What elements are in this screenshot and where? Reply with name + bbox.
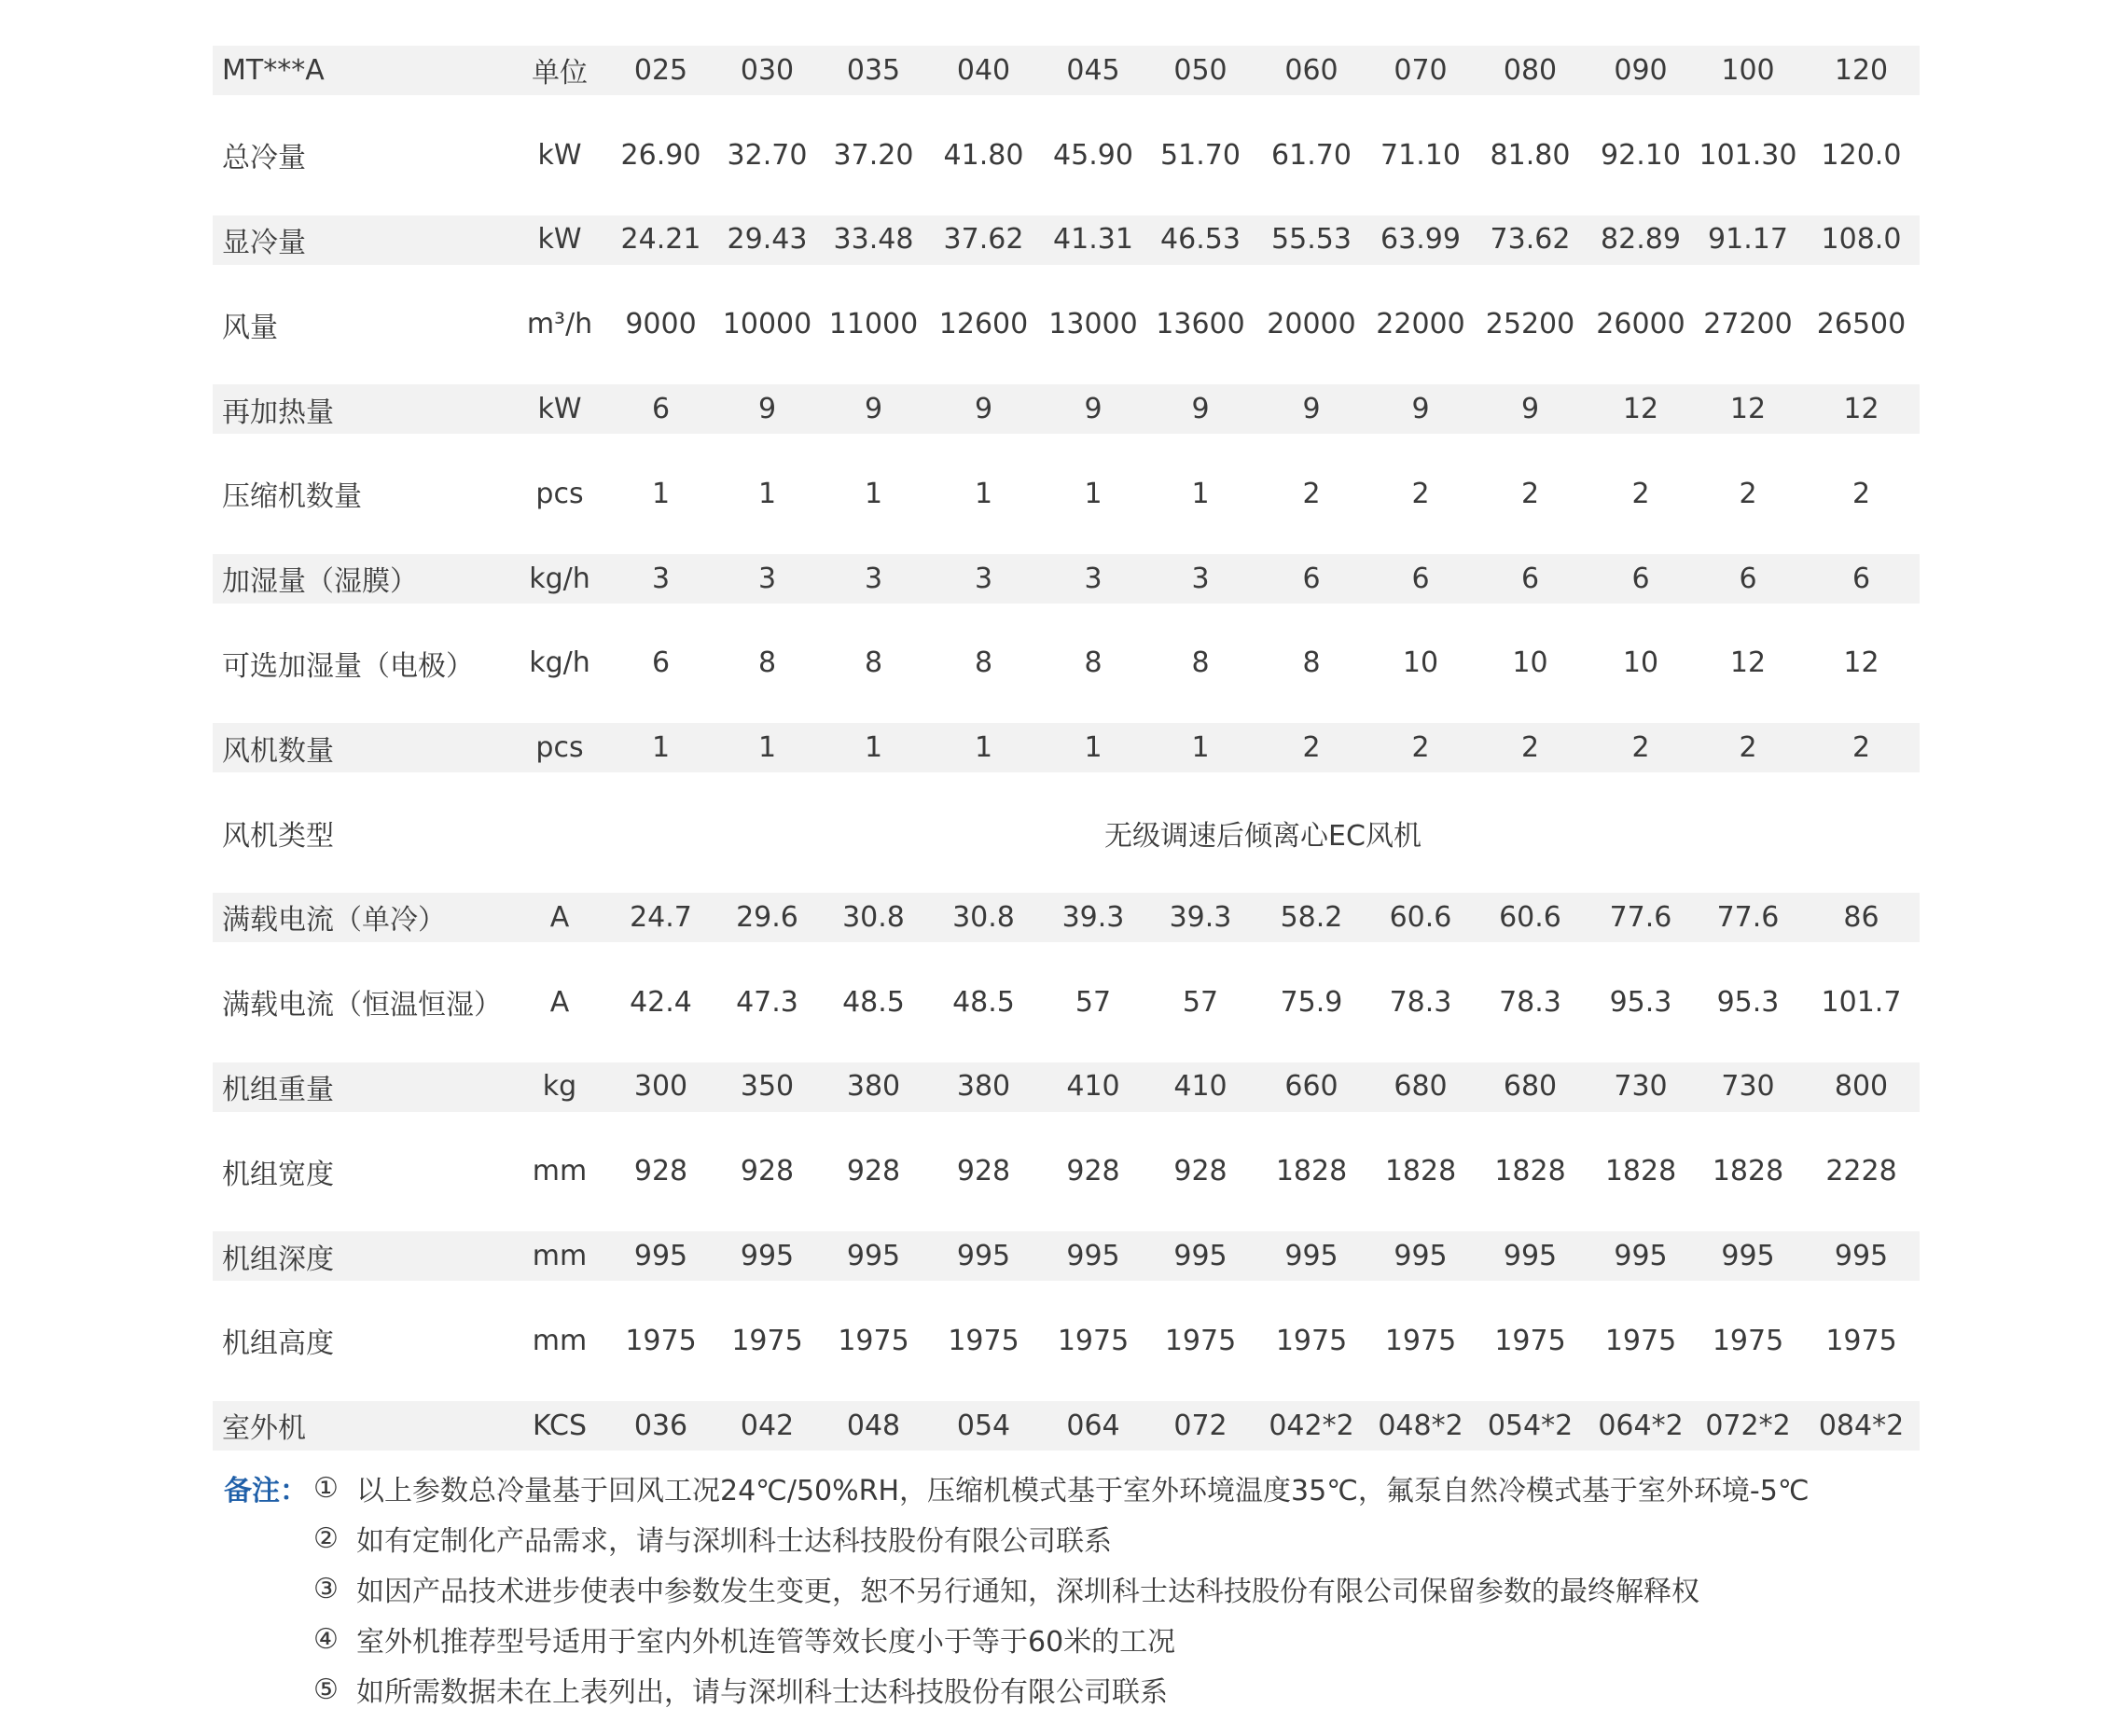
table-cell: 57 bbox=[1075, 985, 1112, 1019]
table-cell: 380 bbox=[819, 1045, 928, 1130]
table-cell: 42.4 bbox=[630, 985, 692, 1019]
row-label: 室外机 bbox=[213, 1383, 513, 1468]
table-cell: 1975 bbox=[1275, 1324, 1348, 1357]
table-cell: 3 bbox=[715, 536, 819, 621]
table-cell: 27200 bbox=[1703, 308, 1793, 341]
row-unit: mm bbox=[532, 1324, 588, 1357]
table-cell: 3 bbox=[819, 536, 928, 621]
table-cell: 8 bbox=[1302, 646, 1321, 680]
table-cell: 2 bbox=[1739, 477, 1757, 510]
row-label: 满载电流（恒温恒湿） bbox=[222, 989, 502, 1022]
table-cell: 084*2 bbox=[1803, 1383, 1920, 1468]
table-cell: 92.10 bbox=[1601, 138, 1681, 172]
note-text: 如有定制化产品需求，请与深圳科士达科技股份有限公司联系 bbox=[356, 1525, 1112, 1558]
table-cell: 1975 bbox=[948, 1324, 1019, 1357]
table-cell: 3 bbox=[1147, 536, 1254, 621]
table-cell: 39.3 bbox=[1147, 875, 1254, 960]
table-cell: 2 bbox=[1369, 705, 1472, 790]
table-cell: 10000 bbox=[722, 308, 812, 341]
note-text: 室外机推荐型号适用于室内外机连管等效长度小于等于60米的工况 bbox=[356, 1626, 1176, 1659]
note-marker: ③ bbox=[313, 1572, 339, 1605]
table-cell: 730 bbox=[1693, 1045, 1803, 1130]
table-cell: 1 bbox=[864, 477, 883, 510]
table-cell: 39.3 bbox=[1039, 875, 1147, 960]
table-row bbox=[213, 1045, 1920, 1130]
table-row bbox=[213, 705, 1920, 790]
table-cell: 6 bbox=[1369, 536, 1472, 621]
table-cell: 78.3 bbox=[1499, 985, 1561, 1019]
row-label: 机组重量 bbox=[213, 1045, 513, 1130]
table-cell: 60.6 bbox=[1472, 875, 1588, 960]
table-cell: 8 bbox=[1191, 646, 1210, 680]
table-cell: 048 bbox=[819, 1383, 928, 1468]
table-cell: 12600 bbox=[938, 308, 1029, 341]
table-cell: 29.43 bbox=[715, 198, 819, 283]
table-cell: 45.90 bbox=[1053, 138, 1133, 172]
table-cell: 30.8 bbox=[819, 875, 928, 960]
table-cell: 995 bbox=[1693, 1214, 1803, 1299]
table-cell: 995 bbox=[1369, 1214, 1472, 1299]
table-cell: 55.53 bbox=[1254, 198, 1369, 283]
table-cell: 1828 bbox=[1384, 1155, 1457, 1188]
table-cell: 995 bbox=[1254, 1214, 1369, 1299]
header-model: 035 bbox=[819, 28, 928, 113]
table-cell: 1975 bbox=[1494, 1324, 1566, 1357]
table-cell: 1975 bbox=[1712, 1324, 1784, 1357]
table-row bbox=[213, 1383, 1920, 1468]
table-cell: 9 bbox=[715, 367, 819, 451]
table-row bbox=[213, 1299, 1920, 1383]
table-cell: 9 bbox=[1039, 367, 1147, 451]
table-cell: 9 bbox=[1369, 367, 1472, 451]
table-cell: 57 bbox=[1182, 985, 1219, 1019]
table-cell: 8 bbox=[757, 646, 777, 680]
table-cell: 120.0 bbox=[1821, 138, 1902, 172]
table-cell: 2 bbox=[1588, 705, 1693, 790]
table-cell: 064 bbox=[1039, 1383, 1147, 1468]
table-cell: 108.0 bbox=[1803, 198, 1920, 283]
table-cell: 995 bbox=[1147, 1214, 1254, 1299]
row-label: 满载电流（单冷） bbox=[213, 875, 513, 960]
table-cell: 1828 bbox=[1494, 1155, 1566, 1188]
table-cell: 37.20 bbox=[833, 138, 914, 172]
table-row bbox=[213, 1214, 1920, 1299]
table-cell: 928 bbox=[633, 1155, 688, 1188]
table-cell: 10 bbox=[1512, 646, 1548, 680]
table-cell: 8 bbox=[864, 646, 883, 680]
row-unit: A bbox=[513, 875, 606, 960]
table-row bbox=[213, 621, 1920, 706]
table-cell: 6 bbox=[651, 646, 671, 680]
table-cell: 6 bbox=[1693, 536, 1803, 621]
table-cell: 995 bbox=[1803, 1214, 1920, 1299]
row-label: 机组高度 bbox=[222, 1327, 334, 1361]
table-cell: 1975 bbox=[1825, 1324, 1897, 1357]
table-cell: 6 bbox=[606, 367, 715, 451]
note-marker: ⑤ bbox=[313, 1673, 339, 1706]
table-cell: 26000 bbox=[1596, 308, 1685, 341]
header-model: 060 bbox=[1254, 28, 1369, 113]
table-cell: 072 bbox=[1147, 1383, 1254, 1468]
table-cell: 22000 bbox=[1376, 308, 1465, 341]
table-cell: 9 bbox=[819, 367, 928, 451]
table-cell: 6 bbox=[1254, 536, 1369, 621]
table-cell: 3 bbox=[928, 536, 1039, 621]
table-cell: 41.80 bbox=[943, 138, 1024, 172]
row-unit: kg bbox=[513, 1045, 606, 1130]
row-unit: kW bbox=[513, 367, 606, 451]
note-item bbox=[224, 1563, 1903, 1614]
table-cell: 2 bbox=[1472, 705, 1588, 790]
table-cell: 1 bbox=[1039, 705, 1147, 790]
table-cell: 24.7 bbox=[606, 875, 715, 960]
table-row bbox=[213, 536, 1920, 621]
row-label: 风机数量 bbox=[213, 705, 513, 790]
table-cell: 1828 bbox=[1604, 1155, 1677, 1188]
table-row bbox=[213, 790, 1920, 875]
table-row bbox=[213, 282, 1920, 367]
header-model: 070 bbox=[1369, 28, 1472, 113]
row-unit: KCS bbox=[513, 1383, 606, 1468]
table-cell: 1975 bbox=[1057, 1324, 1130, 1357]
table-cell: 47.3 bbox=[736, 985, 798, 1019]
table-cell: 13000 bbox=[1048, 308, 1138, 341]
table-cell: 995 bbox=[1588, 1214, 1693, 1299]
table-header-row bbox=[213, 28, 1920, 113]
table-cell: 1 bbox=[974, 477, 993, 510]
row-unit: kg/h bbox=[529, 646, 590, 680]
table-cell: 2 bbox=[1302, 477, 1321, 510]
table-cell: 78.3 bbox=[1389, 985, 1452, 1019]
table-cell: 928 bbox=[740, 1155, 795, 1188]
table-cell: 12 bbox=[1803, 367, 1920, 451]
table-cell: 995 bbox=[1472, 1214, 1588, 1299]
table-cell: 048*2 bbox=[1369, 1383, 1472, 1468]
table-cell: 1 bbox=[606, 705, 715, 790]
table-cell: 63.99 bbox=[1369, 198, 1472, 283]
header-model: 025 bbox=[606, 28, 715, 113]
table-cell: 928 bbox=[1173, 1155, 1227, 1188]
table-cell: 37.62 bbox=[928, 198, 1039, 283]
note-marker: ② bbox=[313, 1521, 339, 1555]
spec-table bbox=[213, 28, 1920, 1468]
header-model: 030 bbox=[715, 28, 819, 113]
table-cell: 2 bbox=[1693, 705, 1803, 790]
row-unit: kW bbox=[537, 138, 582, 172]
table-cell: 9 bbox=[928, 367, 1039, 451]
table-cell: 25200 bbox=[1485, 308, 1575, 341]
header-model-label: MT***A bbox=[213, 28, 513, 113]
row-unit: mm bbox=[513, 1214, 606, 1299]
table-cell: 2 bbox=[1631, 477, 1650, 510]
table-cell: 77.6 bbox=[1693, 875, 1803, 960]
table-cell: 9000 bbox=[625, 308, 697, 341]
row-label: 风量 bbox=[222, 311, 278, 344]
table-cell: 11000 bbox=[828, 308, 919, 341]
table-cell: 995 bbox=[715, 1214, 819, 1299]
note-item bbox=[224, 1664, 1903, 1715]
table-cell: 6 bbox=[1803, 536, 1920, 621]
table-cell: 12 bbox=[1588, 367, 1693, 451]
table-cell: 928 bbox=[846, 1155, 901, 1188]
table-cell: 1 bbox=[1084, 477, 1103, 510]
table-cell: 1 bbox=[651, 477, 671, 510]
table-cell: 928 bbox=[956, 1155, 1011, 1188]
table-cell: 072*2 bbox=[1693, 1383, 1803, 1468]
table-cell: 61.70 bbox=[1271, 138, 1352, 172]
table-row bbox=[213, 113, 1920, 198]
header-model: 050 bbox=[1147, 28, 1254, 113]
header-model: 090 bbox=[1588, 28, 1693, 113]
row-span-value: 无级调速后倾离心EC风机 bbox=[1104, 819, 1422, 853]
note-item bbox=[224, 1614, 1903, 1664]
row-unit: kW bbox=[513, 198, 606, 283]
table-cell: 1 bbox=[928, 705, 1039, 790]
note-item bbox=[224, 1463, 1903, 1513]
table-cell: 8 bbox=[1084, 646, 1103, 680]
table-cell: 995 bbox=[819, 1214, 928, 1299]
table-cell: 12 bbox=[1693, 367, 1803, 451]
table-cell: 13600 bbox=[1156, 308, 1245, 341]
row-label: 机组深度 bbox=[213, 1214, 513, 1299]
row-unit: pcs bbox=[513, 705, 606, 790]
table-row bbox=[213, 1129, 1920, 1214]
table-cell: 2 bbox=[1411, 477, 1430, 510]
table-cell: 995 bbox=[606, 1214, 715, 1299]
table-cell: 042 bbox=[715, 1383, 819, 1468]
table-cell: 380 bbox=[928, 1045, 1039, 1130]
table-cell: 3 bbox=[606, 536, 715, 621]
table-cell: 300 bbox=[606, 1045, 715, 1130]
table-cell: 10 bbox=[1622, 646, 1659, 680]
table-cell: 1828 bbox=[1712, 1155, 1784, 1188]
table-cell: 81.80 bbox=[1490, 138, 1571, 172]
table-cell: 1 bbox=[819, 705, 928, 790]
header-model: 045 bbox=[1039, 28, 1147, 113]
table-cell: 41.31 bbox=[1039, 198, 1147, 283]
table-cell: 73.62 bbox=[1472, 198, 1588, 283]
note-text: 如因产品技术进步使表中参数发生变更，恕不另行通知，深圳科士达科技股份有限公司保留参数的最终解释权 bbox=[356, 1576, 1699, 1608]
table-cell: 24.21 bbox=[606, 198, 715, 283]
table-cell: 2 bbox=[1254, 705, 1369, 790]
table-cell: 995 bbox=[1039, 1214, 1147, 1299]
table-cell: 12 bbox=[1843, 646, 1879, 680]
row-label: 压缩机数量 bbox=[222, 480, 362, 514]
table-cell: 60.6 bbox=[1369, 875, 1472, 960]
table-cell: 064*2 bbox=[1588, 1383, 1693, 1468]
table-cell: 10 bbox=[1402, 646, 1439, 680]
table-cell: 1 bbox=[1191, 477, 1210, 510]
row-unit: m³/h bbox=[526, 308, 593, 341]
table-cell: 9 bbox=[1147, 367, 1254, 451]
table-cell: 042*2 bbox=[1254, 1383, 1369, 1468]
table-cell: 101.30 bbox=[1699, 138, 1797, 172]
table-cell: 1975 bbox=[625, 1324, 697, 1357]
table-cell: 9 bbox=[1472, 367, 1588, 451]
table-cell: 680 bbox=[1369, 1045, 1472, 1130]
note-text: 以上参数总冷量基于回风工况24℃/50%RH，压缩机模式基于室外环境温度35℃，氟泵自然冷模式基于室外环境-5℃ bbox=[356, 1475, 1810, 1507]
table-cell: 660 bbox=[1254, 1045, 1369, 1130]
table-row bbox=[213, 451, 1920, 536]
table-cell: 1975 bbox=[1164, 1324, 1237, 1357]
table-cell: 1975 bbox=[838, 1324, 909, 1357]
table-cell: 46.53 bbox=[1147, 198, 1254, 283]
row-unit: kg/h bbox=[513, 536, 606, 621]
table-cell: 995 bbox=[928, 1214, 1039, 1299]
table-cell: 12 bbox=[1729, 646, 1767, 680]
table-cell: 26.90 bbox=[620, 138, 701, 172]
row-unit: mm bbox=[532, 1155, 588, 1188]
table-cell: 82.89 bbox=[1588, 198, 1693, 283]
table-cell: 800 bbox=[1803, 1045, 1920, 1130]
row-unit: pcs bbox=[535, 477, 584, 510]
table-cell: 51.70 bbox=[1160, 138, 1241, 172]
row-label: 加湿量（湿膜） bbox=[213, 536, 513, 621]
table-cell: 6 bbox=[1472, 536, 1588, 621]
table-cell: 1975 bbox=[1384, 1324, 1457, 1357]
table-cell: 101.7 bbox=[1821, 985, 1902, 1019]
table-cell: 1 bbox=[757, 477, 777, 510]
table-cell: 75.9 bbox=[1280, 985, 1343, 1019]
header-model: 100 bbox=[1693, 28, 1803, 113]
table-cell: 1975 bbox=[731, 1324, 803, 1357]
table-cell: 036 bbox=[606, 1383, 715, 1468]
table-cell: 6 bbox=[1588, 536, 1693, 621]
table-cell: 2228 bbox=[1825, 1155, 1897, 1188]
table-cell: 680 bbox=[1472, 1045, 1588, 1130]
table-cell: 91.17 bbox=[1693, 198, 1803, 283]
spec-table-body bbox=[213, 28, 1920, 1468]
table-cell: 928 bbox=[1066, 1155, 1120, 1188]
table-cell: 1828 bbox=[1275, 1155, 1348, 1188]
table-cell: 2 bbox=[1851, 477, 1871, 510]
table-cell: 95.3 bbox=[1609, 985, 1672, 1019]
table-cell: 32.70 bbox=[727, 138, 808, 172]
table-cell: 1 bbox=[1147, 705, 1254, 790]
row-unit bbox=[513, 790, 606, 875]
note-marker: ④ bbox=[313, 1622, 339, 1656]
note-text: 如所需数据未在上表列出，请与深圳科士达科技股份有限公司联系 bbox=[356, 1676, 1168, 1709]
note-marker: ① bbox=[313, 1471, 339, 1505]
table-cell: 30.8 bbox=[928, 875, 1039, 960]
row-label: 风机类型 bbox=[222, 819, 334, 853]
table-row bbox=[213, 960, 1920, 1045]
header-model: 120 bbox=[1803, 28, 1920, 113]
table-cell: 33.48 bbox=[819, 198, 928, 283]
table-cell: 77.6 bbox=[1588, 875, 1693, 960]
header-model: 040 bbox=[928, 28, 1039, 113]
table-row bbox=[213, 198, 1920, 283]
table-cell: 26500 bbox=[1816, 308, 1907, 341]
table-cell: 58.2 bbox=[1254, 875, 1369, 960]
table-cell: 410 bbox=[1039, 1045, 1147, 1130]
table-cell: 29.6 bbox=[715, 875, 819, 960]
table-cell: 1975 bbox=[1604, 1324, 1677, 1357]
row-label: 机组宽度 bbox=[222, 1158, 334, 1191]
notes-heading: 备注： bbox=[224, 1475, 308, 1507]
table-cell: 8 bbox=[974, 646, 993, 680]
table-cell: 350 bbox=[715, 1045, 819, 1130]
table-cell: 20000 bbox=[1267, 308, 1356, 341]
row-label: 显冷量 bbox=[213, 198, 513, 283]
notes-section bbox=[224, 1463, 1903, 1715]
table-cell: 2 bbox=[1803, 705, 1920, 790]
table-cell: 48.5 bbox=[952, 985, 1015, 1019]
table-row bbox=[213, 875, 1920, 960]
table-cell: 3 bbox=[1039, 536, 1147, 621]
row-label: 再加热量 bbox=[213, 367, 513, 451]
row-label: 总冷量 bbox=[222, 142, 306, 175]
table-cell: 95.3 bbox=[1716, 985, 1780, 1019]
table-row bbox=[213, 367, 1920, 451]
table-cell: 730 bbox=[1588, 1045, 1693, 1130]
row-label: 可选加湿量（电极） bbox=[222, 649, 474, 683]
table-cell: 71.10 bbox=[1380, 138, 1461, 172]
row-unit: A bbox=[549, 985, 570, 1019]
note-item bbox=[224, 1513, 1903, 1563]
header-model: 080 bbox=[1472, 28, 1588, 113]
table-cell: 054 bbox=[928, 1383, 1039, 1468]
table-cell: 2 bbox=[1520, 477, 1540, 510]
table-cell: 48.5 bbox=[842, 985, 905, 1019]
table-cell: 1 bbox=[715, 705, 819, 790]
table-cell: 054*2 bbox=[1472, 1383, 1588, 1468]
table-cell: 86 bbox=[1803, 875, 1920, 960]
table-cell: 9 bbox=[1254, 367, 1369, 451]
table-cell: 410 bbox=[1147, 1045, 1254, 1130]
header-unit-label: 单位 bbox=[513, 28, 606, 113]
